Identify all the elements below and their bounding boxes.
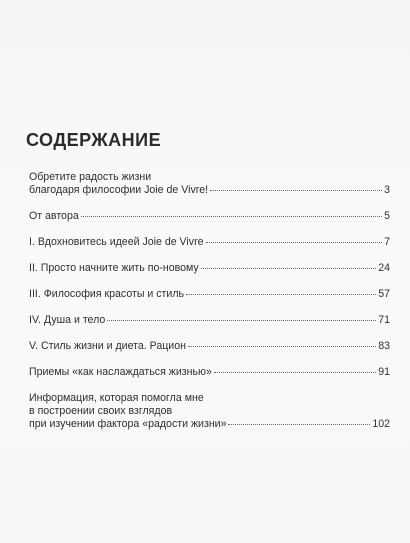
toc-entry-label: V. Стиль жизни и диета. Рацион	[29, 340, 186, 352]
toc-page-number: 102	[372, 418, 390, 430]
toc-entry-4	[29, 262, 390, 275]
dot-leader	[201, 268, 376, 269]
toc-entry-label: II. Просто начните жить по-новому	[29, 262, 199, 274]
toc-entry-label: От автора	[29, 210, 79, 222]
toc-entry-line: в построении своих взглядов	[29, 405, 173, 417]
toc-entry-7	[29, 340, 390, 353]
toc-entry-line: Обретите радость жизни	[29, 171, 152, 183]
toc-entry-9	[29, 392, 390, 431]
toc-entry-8	[29, 366, 390, 379]
dot-leader	[107, 320, 376, 321]
toc-page-number: 5	[384, 210, 390, 222]
toc-page-number: 57	[378, 288, 390, 300]
toc-page-number: 91	[378, 366, 390, 378]
toc-title: СОДЕРЖАНИЕ	[26, 130, 162, 150]
toc-entry-label: при изучении фактора «радости жизни»	[29, 418, 227, 430]
toc-page-number: 24	[378, 262, 390, 274]
dot-leader	[214, 372, 376, 373]
toc-entry-label: Приемы «как наслаждаться жизнью»	[29, 366, 212, 378]
dot-leader	[186, 294, 376, 295]
dot-leader	[206, 242, 383, 243]
toc-entry-label: IV. Душа и тело	[29, 314, 106, 326]
toc-page-number: 3	[384, 184, 390, 196]
toc-entry-label: I. Вдохновитесь идеей Joie de Vivre	[29, 236, 204, 248]
toc-page-number: 7	[384, 236, 390, 248]
toc-entry-2	[29, 210, 390, 223]
dot-leader	[81, 216, 382, 217]
toc-entry-label: III. Философия красоты и стиль	[29, 288, 185, 300]
toc-entry-1	[29, 171, 390, 197]
toc-page-number: 83	[378, 340, 390, 352]
dot-leader	[210, 190, 382, 191]
toc-entry-line: Информация, которая помогла мне	[29, 392, 204, 404]
table-of-contents	[29, 171, 390, 431]
toc-page-number: 71	[378, 314, 390, 326]
dot-leader	[188, 346, 376, 347]
toc-entry-3	[29, 236, 390, 249]
toc-entry-5	[29, 288, 390, 301]
dot-leader	[228, 424, 370, 425]
toc-entry-6	[29, 314, 390, 327]
toc-entry-label: благодаря философии Joie de Vivre!	[29, 184, 209, 196]
